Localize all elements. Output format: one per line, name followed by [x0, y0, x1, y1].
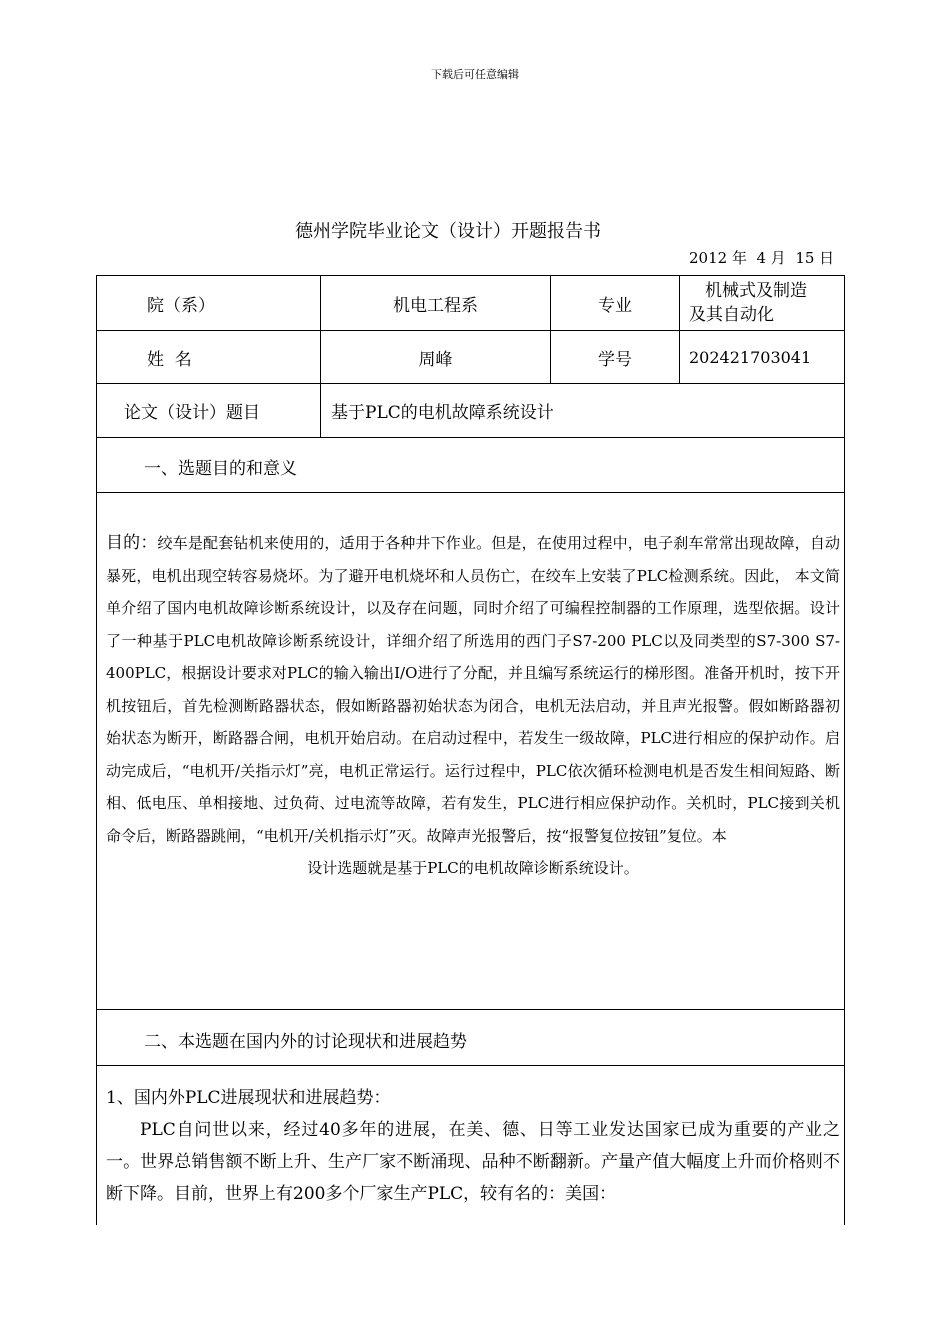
header-note: 下载后可任意编辑: [431, 68, 519, 81]
section1-lead: 目的：: [106, 533, 158, 553]
name-value: 周峰: [321, 331, 551, 383]
section1-last-line: 设计选题就是基于PLC的电机故障诊断系统设计。: [307, 859, 639, 877]
name-row: [97, 331, 844, 384]
major-label: 专业: [551, 276, 680, 330]
department-label: 院（系）: [97, 276, 321, 330]
student-id-label: 学号: [551, 331, 680, 383]
department-row: [97, 276, 844, 331]
topic-row: [97, 384, 844, 438]
section1-body: [106, 527, 840, 885]
major-value-line1: 机械式及制造: [705, 281, 807, 301]
section2-subheading: 1、国内外PLC进展现状和进展趋势：: [106, 1088, 391, 1108]
topic-label: 论文（设计）题目: [97, 384, 321, 437]
section1-body-text: 绞车是配套钻机来使用的，适用于各种井下作业。但是，在使用过程中，电子刹车常常出现故障，自动暴死，电机出现空转容易烧坏。为了避开电机烧坏和人员伤亡，在绞车上安装了PLC检测系统。因此， 本文简单介绍了国内电机故障诊断系统设计，以及存在问题，同时介绍了可编程控制器的工作原理，选型依据。设计了一种基于PLC电机故障诊断系统设计，详细介绍了所选用的西门子S7-200 PLC以及同类型的S7-300 S7-400PLC，根据设计要求对PLC的输入输出I/O进行了分配，并且编写系统运行的梯形图。准备开机时，按下开机按钮后，首先检测断路器状态，假如断路器初始状态为闭合，电机无法启动，并且声光报警。假如断路器初始状态为断开，断路器合闸，电机开始启动。在启动过程中，若发生一级故障，PLC进行相应的保护动作。启动完成后，“电机开/关指示灯”亮，电机正常运行。运行过程中，PLC依次循环检测电机是否发生相间短路、断相、低电压、单相接地、过负荷、过电流等故障，若有发生，PLC进行相应保护动作。关机时，PLC接到关机命令后，断路器跳闸，“电机开/关机指示灯”灭。故障声光报警后，按“报警复位按钮”复位。本: [106, 534, 840, 845]
section2-body: [106, 1082, 840, 1210]
section2-heading-row: [97, 1010, 844, 1066]
report-date: 2012 年 4 月 15 日: [689, 249, 835, 267]
section1-body-row: [97, 493, 844, 1010]
name-label: 姓 名: [97, 331, 321, 383]
page-title: 德州学院毕业论文（设计）开题报告书: [295, 221, 601, 242]
section1-heading: 一、选题目的和意义: [144, 459, 297, 479]
report-form: [96, 275, 845, 1225]
section2-heading: 二、本选题在国内外的讨论现状和进展趋势: [144, 1032, 467, 1052]
major-value-line2: 及其自动化: [689, 305, 774, 325]
section1-heading-row: [97, 438, 844, 493]
major-value: [680, 276, 844, 330]
topic-value: 基于PLC的电机故障系统设计: [331, 403, 554, 423]
department-value: 机电工程系: [321, 276, 551, 330]
section2-paragraph: PLC自问世以来，经过40多年的进展，在美、德、日等工业发达国家已成为重要的产业之一。世界总销售额不断上升、生产厂家不断涌现、品种不断翻新。产量产值大幅度上升而价格则不断下降。目前，世界上有200多个厂家生产PLC，较有名的：美国：: [106, 1120, 840, 1204]
student-id-value: 202421703041: [689, 347, 812, 367]
